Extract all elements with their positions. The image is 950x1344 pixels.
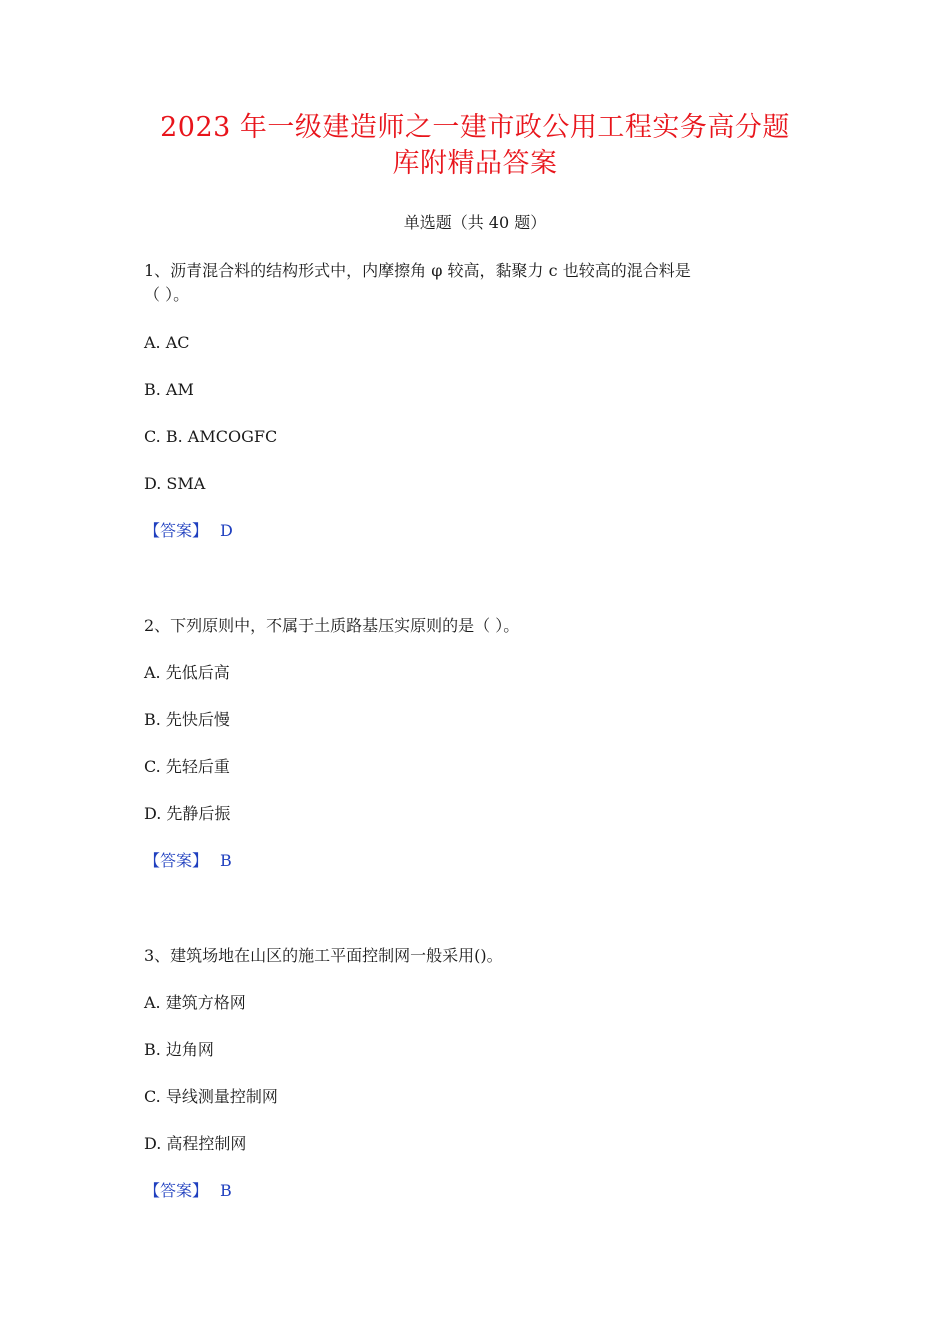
question-3-option-d: D. 高程控制网: [144, 1134, 247, 1153]
question-3-option-b: B. 边角网: [144, 1040, 214, 1059]
answer-value: B: [220, 1181, 232, 1200]
question-2-option-d: D. 先静后振: [144, 804, 231, 823]
question-1-answer: [144, 519, 233, 543]
answer-label: 【答案】: [144, 521, 209, 540]
question-2-answer: [144, 849, 232, 873]
answer-label: 【答案】: [144, 1181, 209, 1200]
answer-label: 【答案】: [144, 851, 209, 870]
section-heading: 单选题（共 40 题）: [403, 213, 547, 232]
document-title-line-2: 库附精品答案: [392, 148, 558, 179]
question-2-option-a: A. 先低后高: [144, 663, 230, 682]
document-title-line-1: 2023 年一级建造师之一建市政公用工程实务高分题: [160, 112, 790, 143]
question-3-option-c: C. 导线测量控制网: [144, 1087, 278, 1106]
question-1-option-b: B. AM: [144, 380, 194, 399]
question-3-option-a: A. 建筑方格网: [144, 993, 246, 1012]
answer-value: D: [220, 521, 233, 540]
question-1-option-d: D. SMA: [144, 474, 206, 493]
question-1-option-c: C. B. AMCOGFC: [144, 427, 278, 446]
question-2-option-b: B. 先快后慢: [144, 710, 230, 729]
question-3-stem-line-1: 3、建筑场地在山区的施工平面控制网一般采用()。: [144, 946, 503, 965]
question-2-stem-line-1: 2、下列原则中，不属于土质路基压实原则的是（ ）。: [144, 616, 520, 635]
question-2-option-c: C. 先轻后重: [144, 757, 230, 776]
question-1-option-a: A. AC: [144, 333, 190, 352]
question-1-stem-line-1: 1、沥青混合料的结构形式中，内摩擦角 φ 较高，黏聚力 c 也较高的混合料是: [144, 261, 691, 280]
answer-value: B: [220, 851, 232, 870]
question-3-answer: [144, 1179, 232, 1203]
question-1-stem-line-2: （ ）。: [144, 285, 190, 304]
